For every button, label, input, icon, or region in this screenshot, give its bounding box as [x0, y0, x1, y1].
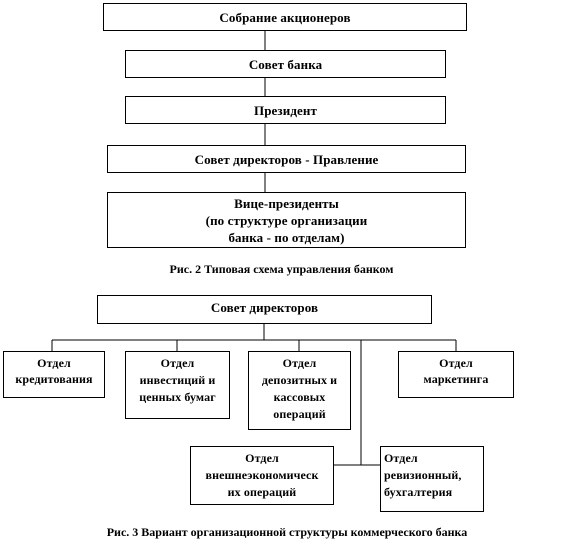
box-investment-department — [125, 351, 230, 419]
box-label: Совет директоров — [210, 300, 319, 315]
box-label: Отдел маркетинга — [423, 356, 489, 386]
box-label: Отдел кредитования — [15, 356, 93, 386]
box-label: Отдел внешнеэкономическ их операций — [205, 451, 319, 499]
box-bank-council — [125, 50, 446, 78]
box-marketing-department — [398, 351, 514, 398]
box-deposit-department — [248, 351, 351, 430]
box-label: Совет банка — [248, 56, 323, 72]
box-label: Собрание акционеров — [219, 9, 351, 25]
box-directors-council — [97, 295, 432, 324]
box-board-of-directors — [107, 145, 466, 173]
box-label: Совет директоров - Правление — [194, 151, 379, 167]
box-credit-department — [3, 351, 105, 398]
box-label: Вице-президенты (по структуре организации банка - по отделам) — [205, 195, 368, 245]
box-label: Отдел ревизионный, бухгалтерия — [384, 451, 462, 499]
box-label: Отдел инвестиций и ценных бумаг — [139, 356, 216, 404]
box-president — [125, 96, 446, 124]
box-label: Отдел депозитных и кассовых операций — [261, 356, 338, 421]
box-foreign-economic-department — [190, 446, 334, 505]
box-label: Президент — [254, 102, 317, 118]
box-shareholders-meeting — [103, 3, 467, 31]
figure3-caption: Рис. 3 Вариант организационной структуры коммерческого банка — [106, 525, 468, 539]
figure2-caption: Рис. 2 Типовая схема управления банком — [169, 262, 394, 276]
box-vice-presidents — [107, 192, 466, 248]
box-audit-accounting-department — [380, 446, 484, 512]
